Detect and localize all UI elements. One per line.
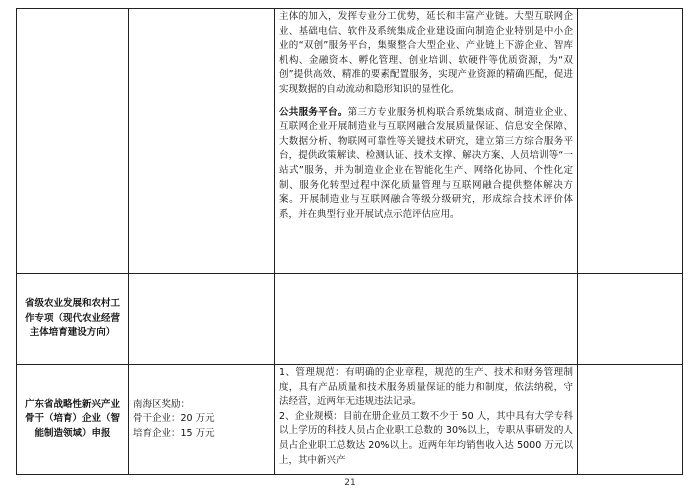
paragraph-text: 第三方专业服务机构联合系统集成商、制造业企业、互联网企业开展制造业与互联网融合发展质量保证、信息安全保障、大数据分析、物联网可靠性等关键技术研究，建立第三方综合服务平台，提供政策解读、检测认证、技术支撑、解决方案、人员培训等“一站式”服务，并为制造业企业在智能化生产、网络化协同、个性化定制、服务化转型过程中深化质量管理与互联网融合提供整体解决方案。开展制造业与互联网融合等级分级研究，形成综合技术评价体系，并在典型行业开展试点示范评估应用。 xyxy=(279,106,573,220)
project-name-cell xyxy=(17,9,129,274)
project-name-cell: 广东省战略性新兴产业骨干（培育）企业（智能制造领域）申报 xyxy=(17,365,129,475)
paragraph: 2、企业规模：目前在册企业员工数不少于 50 人，其中具有大学专科以上学历的科技人员占企业职工总数的 30%以上，专职从事研发的人员占企业职工总数达 20%以上。近两年年均销售收入达 5000 万元以上，其中新兴产 xyxy=(279,410,573,466)
conditions-cell xyxy=(275,365,578,475)
policy-table xyxy=(16,8,683,475)
page-number: 21 xyxy=(344,478,356,488)
notes-cell xyxy=(578,274,683,365)
paragraph xyxy=(279,10,573,98)
project-name-cell: 省级农业发展和农村工作专项（现代农业经营主体培育建设方向） xyxy=(17,274,129,365)
notes-cell xyxy=(578,9,683,274)
notes-cell xyxy=(578,365,683,475)
reward-line: 培育企业：15 万元 xyxy=(133,427,215,439)
conditions-cell xyxy=(275,274,578,365)
conditions-cell xyxy=(275,9,578,274)
reward-cell xyxy=(129,9,275,274)
reward-line: 南海区奖励： xyxy=(133,398,191,410)
reward-cell xyxy=(129,365,275,475)
paragraph-text: 主体的加入，发挥专业分工优势，延长和丰富产业链。大型互联网企业、基础电信、软件及系统集成企业建设面向制造企业特别是中小企业的“双创”服务平台，集聚整合大型企业、产业链上下游企业、智库机构、金融资本、孵化管理、创业培训、软硬件等优质资源，为“双创”提供高效、精准的要素配置服务，实现产业资源的精确匹配，促进实现数据的自动流动和隐形知识的显性化。 xyxy=(279,11,573,95)
paragraph-lead: 公共服务平台。 xyxy=(279,106,348,118)
reward-cell xyxy=(129,274,275,365)
paragraph xyxy=(279,106,573,223)
paragraph: 1、管理规范：有明确的企业章程，规范的生产、技术和财务管理制度，具有产品质量和技术服务质量保证的能力和制度，依法纳税，守法经营，近两年无违规违法记录。 xyxy=(279,367,573,408)
reward-line: 骨干企业：20 万元 xyxy=(133,413,215,425)
table-row xyxy=(17,274,683,365)
table-row xyxy=(17,9,683,274)
table-row xyxy=(17,365,683,475)
